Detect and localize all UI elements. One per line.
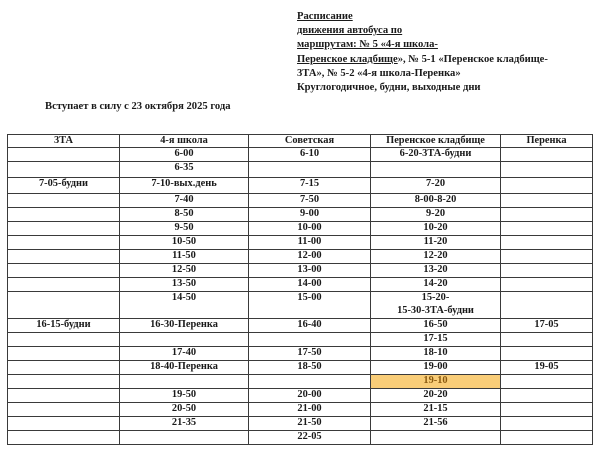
cell-sovetskaya: 10-00 [249, 222, 371, 236]
cell-sovetskaya: 20-00 [249, 389, 371, 403]
title-line-6-service-days: Круглогодичное, будни, выходные дни [297, 82, 481, 94]
cell-4ya-shkola: 16-30-Перенка [120, 319, 249, 333]
cell-3ta [8, 194, 120, 208]
cell-4ya-shkola: 12-50 [120, 264, 249, 278]
table-row [8, 361, 593, 375]
table-row [8, 389, 593, 403]
cell-sovetskaya: 15-00 [249, 292, 371, 319]
cell-perenskoe-kladbishche: 19-00 [371, 361, 501, 375]
cell-3ta [8, 222, 120, 236]
cell-sovetskaya: 22-05 [249, 431, 371, 445]
cell-perenka [501, 333, 593, 347]
cell-perenskoe-kladbishche: 11-20 [371, 236, 501, 250]
cell-perenskoe-kladbishche: 17-15 [371, 333, 501, 347]
table-row [8, 178, 593, 194]
cell-perenskoe-kladbishche [371, 162, 501, 178]
cell-sovetskaya: 7-15 [249, 178, 371, 194]
cell-perenka [501, 431, 593, 445]
cell-perenka [501, 264, 593, 278]
cell-sovetskaya: 12-00 [249, 250, 371, 264]
cell-perenskoe-kladbishche: 18-10 [371, 347, 501, 361]
cell-4ya-shkola: 10-50 [120, 236, 249, 250]
cell-perenka [501, 222, 593, 236]
table-row [8, 250, 593, 264]
cell-sovetskaya: 18-50 [249, 361, 371, 375]
title-line-4-rest: », № 5-1 «Перенское кладбище- [397, 53, 548, 65]
cell-perenka [501, 194, 593, 208]
cell-4ya-shkola: 11-50 [120, 250, 249, 264]
cell-sovetskaya: 17-50 [249, 347, 371, 361]
cell-perenskoe-kladbishche: 15-20- 15-30-3ТА-будни [371, 292, 501, 319]
cell-3ta [8, 250, 120, 264]
cell-perenka [501, 403, 593, 417]
cell-3ta [8, 278, 120, 292]
cell-sovetskaya: 11-00 [249, 236, 371, 250]
cell-4ya-shkola: 6-35 [120, 162, 249, 178]
cell-perenka [501, 375, 593, 389]
cell-sovetskaya: 6-10 [249, 148, 371, 162]
cell-3ta [8, 333, 120, 347]
cell-3ta [8, 208, 120, 222]
cell-3ta [8, 264, 120, 278]
cell-perenskoe-kladbishche: 13-20 [371, 264, 501, 278]
table-row [8, 148, 593, 162]
cell-4ya-shkola: 7-40 [120, 194, 249, 208]
cell-3ta [8, 148, 120, 162]
cell-sovetskaya [249, 162, 371, 178]
column-header-perenskoe-kladbishche: Перенское кладбище [371, 135, 501, 148]
cell-perenka [501, 148, 593, 162]
table-row [8, 222, 593, 236]
schedule-title [297, 10, 597, 95]
cell-perenskoe-kladbishche [371, 431, 501, 445]
column-header-perenka: Перенка [501, 135, 593, 148]
cell-3ta: 7-05-будни [8, 178, 120, 194]
cell-sovetskaya: 13-00 [249, 264, 371, 278]
cell-3ta [8, 431, 120, 445]
cell-3ta [8, 347, 120, 361]
cell-perenka [501, 208, 593, 222]
cell-perenka [501, 162, 593, 178]
cell-3ta [8, 162, 120, 178]
cell-sovetskaya: 21-50 [249, 417, 371, 431]
cell-perenskoe-kladbishche: 9-20 [371, 208, 501, 222]
cell-4ya-shkola: 9-50 [120, 222, 249, 236]
cell-4ya-shkola: 18-40-Перенка [120, 361, 249, 375]
title-line-5: 3ТА», № 5-2 «4-я школа-Перенка» [297, 67, 461, 79]
cell-perenka [501, 292, 593, 319]
cell-sovetskaya: 14-00 [249, 278, 371, 292]
cell-perenskoe-kladbishche: 14-20 [371, 278, 501, 292]
cell-perenskoe-kladbishche: 20-20 [371, 389, 501, 403]
schedule-table [7, 134, 593, 445]
cell-sovetskaya [249, 375, 371, 389]
cell-3ta [8, 389, 120, 403]
table-row [8, 375, 593, 389]
cell-sovetskaya: 9-00 [249, 208, 371, 222]
table-row [8, 347, 593, 361]
cell-sovetskaya: 16-40 [249, 319, 371, 333]
title-line-4 [297, 53, 597, 67]
cell-perenka: 17-05 [501, 319, 593, 333]
cell-perenka [501, 278, 593, 292]
cell-4ya-shkola [120, 431, 249, 445]
cell-perenskoe-kladbishche: 6-20-3ТА-будни [371, 148, 501, 162]
cell-3ta [8, 403, 120, 417]
title-line-4-underlined: Перенское кладбище [297, 53, 398, 65]
cell-perenka [501, 417, 593, 431]
cell-4ya-shkola: 6-00 [120, 148, 249, 162]
cell-perenskoe-kladbishche: 16-50 [371, 319, 501, 333]
highlighted-cell: 19-10 [371, 375, 501, 389]
cell-perenskoe-kladbishche: 21-15 [371, 403, 501, 417]
cell-4ya-shkola: 19-50 [120, 389, 249, 403]
cell-4ya-shkola: 21-35 [120, 417, 249, 431]
cell-perenka [501, 178, 593, 194]
cell-sovetskaya: 7-50 [249, 194, 371, 208]
cell-4ya-shkola: 7-10-вых.день [120, 178, 249, 194]
cell-4ya-shkola: 13-50 [120, 278, 249, 292]
cell-sovetskaya [249, 333, 371, 347]
table-row [8, 194, 593, 208]
cell-perenka [501, 250, 593, 264]
table-row [8, 236, 593, 250]
effective-date: Вступает в силу с 23 октября 2025 года [45, 101, 231, 112]
table-row [8, 417, 593, 431]
cell-sovetskaya: 21-00 [249, 403, 371, 417]
column-header-4ya-shkola: 4-я школа [120, 135, 249, 148]
table-row [8, 292, 593, 319]
table-row [8, 403, 593, 417]
cell-3ta [8, 375, 120, 389]
table-row [8, 333, 593, 347]
cell-perenskoe-kladbishche: 8-00-8-20 [371, 194, 501, 208]
table-header-row [8, 135, 593, 148]
column-header-3ta: 3ТА [8, 135, 120, 148]
cell-4ya-shkola: 20-50 [120, 403, 249, 417]
cell-perenskoe-kladbishche: 10-20 [371, 222, 501, 236]
cell-4ya-shkola: 17-40 [120, 347, 249, 361]
cell-3ta [8, 361, 120, 375]
table-row [8, 208, 593, 222]
table-row [8, 162, 593, 178]
title-line-1: Расписание [297, 11, 353, 22]
cell-perenskoe-kladbishche: 12-20 [371, 250, 501, 264]
cell-4ya-shkola [120, 375, 249, 389]
cell-3ta [8, 417, 120, 431]
title-line-3: маршрутам: № 5 «4-я школа- [297, 39, 438, 51]
cell-4ya-shkola [120, 333, 249, 347]
cell-4ya-shkola: 14-50 [120, 292, 249, 319]
cell-3ta [8, 236, 120, 250]
schedule-body [8, 148, 593, 445]
table-row [8, 264, 593, 278]
title-line-2: движения автобуса по [297, 25, 403, 37]
cell-perenka [501, 389, 593, 403]
table-row [8, 431, 593, 445]
cell-3ta: 16-15-будни [8, 319, 120, 333]
table-row [8, 319, 593, 333]
cell-4ya-shkola: 8-50 [120, 208, 249, 222]
cell-3ta [8, 292, 120, 319]
column-header-sovetskaya: Советская [249, 135, 371, 148]
cell-perenka: 19-05 [501, 361, 593, 375]
cell-perenskoe-kladbishche: 21-56 [371, 417, 501, 431]
cell-perenskoe-kladbishche: 7-20 [371, 178, 501, 194]
cell-perenka [501, 236, 593, 250]
table-row [8, 278, 593, 292]
cell-perenka [501, 347, 593, 361]
